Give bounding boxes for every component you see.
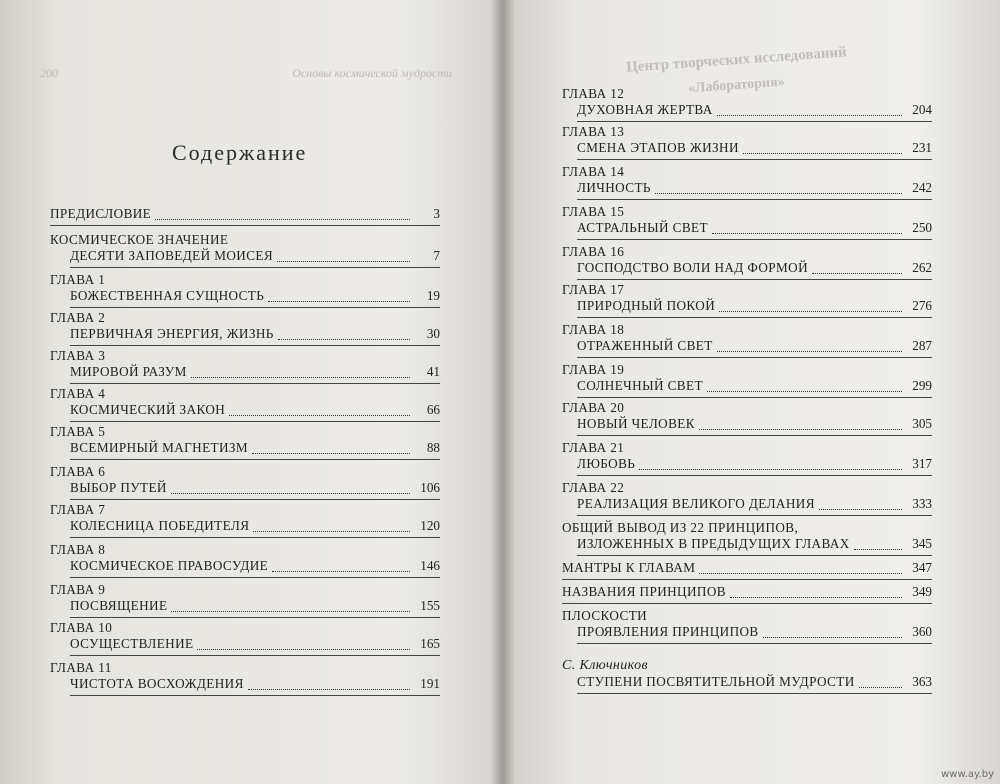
toc-underline	[577, 279, 932, 280]
toc-underline	[577, 397, 932, 398]
toc-title: СМЕНА ЭТАПОВ ЖИЗНИ	[577, 140, 739, 155]
toc-underline	[70, 383, 440, 384]
toc-chapter-label: ОБЩИЙ ВЫВОД ИЗ 22 ПРИНЦИПОВ,	[562, 520, 799, 535]
toc-leader-dots	[171, 611, 410, 612]
toc-leader-dots	[253, 531, 410, 532]
toc-leader-dots	[248, 689, 410, 690]
toc-title: ПРОЯВЛЕНИЯ ПРИНЦИПОВ	[577, 624, 759, 639]
toc-title: БОЖЕСТВЕННАЯ СУЩНОСТЬ	[70, 288, 265, 303]
toc-page-number: 262	[912, 260, 932, 275]
toc-page-number: 30	[426, 326, 440, 341]
toc-title: ДЕСЯТИ ЗАПОВЕДЕЙ МОИСЕЯ	[70, 248, 274, 263]
toc-title: ВЫБОР ПУТЕЙ	[70, 480, 167, 495]
toc-leader-dots	[699, 429, 902, 430]
toc-underline	[577, 475, 932, 476]
toc-underline	[70, 307, 440, 308]
toc-leader-dots	[272, 571, 410, 572]
toc-underline	[70, 459, 440, 460]
toc-chapter-label: ГЛАВА 4	[50, 386, 106, 401]
toc-chapter-label: ГЛАВА 6	[50, 464, 106, 479]
toc-underline	[70, 577, 440, 578]
toc-page-number: 191	[420, 676, 440, 691]
toc-title: КОСМИЧЕСКОЕ ПРАВОСУДИЕ	[70, 558, 269, 573]
toc-title: КОСМИЧЕСКИЙ ЗАКОН	[70, 402, 226, 417]
toc-chapter-label: ГЛАВА 2	[50, 310, 106, 325]
toc-title: ЛИЧНОСТЬ	[577, 180, 651, 195]
toc-leader-dots	[717, 115, 902, 116]
toc-page-number: 19	[426, 288, 440, 303]
watermark-text: www.ay.by	[941, 769, 994, 780]
toc-page-number: 276	[912, 298, 932, 313]
toc-chapter-label: ГЛАВА 21	[562, 440, 625, 455]
toc-chapter-label: ГЛАВА 10	[50, 620, 113, 635]
toc-underline	[577, 239, 932, 240]
toc-leader-dots	[763, 637, 902, 638]
toc-chapter-label: ГЛАВА 19	[562, 362, 625, 377]
toc-page-number: 287	[912, 338, 932, 353]
toc-leader-dots	[229, 415, 410, 416]
toc-page-number: 41	[426, 364, 440, 379]
toc-underline	[562, 579, 932, 580]
toc-underline	[562, 603, 932, 604]
toc-title: ОТРАЖЕННЫЙ СВЕТ	[577, 338, 713, 353]
toc-underline	[577, 435, 932, 436]
toc-page-number: 204	[912, 102, 932, 117]
toc-title: МИРОВОЙ РАЗУМ	[70, 364, 187, 379]
toc-chapter-label: ГЛАВА 5	[50, 424, 106, 439]
toc-page-number: 299	[912, 378, 932, 393]
running-head-title: Основы космической мудрости	[292, 66, 452, 80]
toc-page-number: 250	[912, 220, 932, 235]
toc-leader-dots	[854, 549, 902, 550]
toc-underline	[577, 515, 932, 516]
toc-leader-dots	[707, 391, 902, 392]
toc-chapter-label: ПЛОСКОСТИ	[562, 608, 648, 623]
toc-title: ПРИРОДНЫЙ ПОКОЙ	[577, 298, 716, 313]
toc-chapter-label: ГЛАВА 3	[50, 348, 106, 363]
toc-chapter-label: ГЛАВА 7	[50, 502, 106, 517]
toc-title: МАНТРЫ К ГЛАВАМ	[562, 560, 696, 575]
toc-underline	[50, 225, 440, 226]
toc-title: ПЕРВИЧНАЯ ЭНЕРГИЯ, ЖИЗНЬ	[70, 326, 274, 341]
toc-leader-dots	[699, 573, 902, 574]
toc-chapter-label: ГЛАВА 13	[562, 124, 625, 139]
toc-title: ИЗЛОЖЕННЫХ В ПРЕДЫДУЩИХ ГЛАВАХ	[577, 536, 850, 551]
toc-chapter-label: ГЛАВА 17	[562, 282, 625, 297]
toc-underline	[577, 555, 932, 556]
toc-page-number: 349	[912, 584, 932, 599]
toc-chapter-label: ГЛАВА 12	[562, 86, 625, 101]
toc-chapter-label: ГЛАВА 8	[50, 542, 106, 557]
toc-chapter-label: ГЛАВА 1	[50, 272, 106, 287]
toc-leader-dots	[730, 597, 902, 598]
toc-page-number: 155	[420, 598, 440, 613]
toc-page-number: 347	[912, 560, 932, 575]
toc-underline	[70, 695, 440, 696]
running-head-page-number: 200	[40, 66, 58, 80]
toc-chapter-label: ГЛАВА 15	[562, 204, 625, 219]
toc-underline	[577, 317, 932, 318]
toc-leader-dots	[717, 351, 902, 352]
toc-title: ГОСПОДСТВО ВОЛИ НАД ФОРМОЙ	[577, 260, 809, 275]
toc-leader-dots	[859, 687, 902, 688]
toc-page-number: 333	[912, 496, 932, 511]
toc-chapter-label: ГЛАВА 11	[50, 660, 112, 675]
toc-leader-dots	[743, 153, 902, 154]
toc-title: ДУХОВНАЯ ЖЕРТВА	[577, 102, 713, 117]
toc-title: ЧИСТОТА ВОСХОЖДЕНИЯ	[70, 676, 244, 691]
toc-page-number: 88	[426, 440, 440, 455]
toc-chapter-label: КОСМИЧЕСКОЕ ЗНАЧЕНИЕ	[50, 232, 229, 247]
right-page	[508, 0, 1000, 784]
toc-page-number: 360	[912, 624, 932, 639]
toc-underline	[577, 643, 932, 644]
toc-page-number: 363	[912, 674, 932, 689]
toc-underline	[70, 421, 440, 422]
bleed-through-subheading: «Лаборатория»	[687, 74, 786, 97]
toc-title: ПОСВЯЩЕНИЕ	[70, 598, 168, 613]
toc-title: КОЛЕСНИЦА ПОБЕДИТЕЛЯ	[70, 518, 250, 533]
toc-underline	[577, 159, 932, 160]
toc-leader-dots	[252, 453, 410, 454]
toc-chapter-label: ГЛАВА 16	[562, 244, 625, 259]
page-title: Содержание	[172, 140, 308, 165]
toc-underline	[70, 655, 440, 656]
toc-title: ПРЕДИСЛОВИЕ	[50, 206, 152, 221]
toc-page-number: 345	[912, 536, 932, 551]
toc-title: РЕАЛИЗАЦИЯ ВЕЛИКОГО ДЕЛАНИЯ	[577, 496, 815, 511]
toc-leader-dots	[819, 509, 902, 510]
toc-underline	[70, 345, 440, 346]
toc-chapter-label: ГЛАВА 14	[562, 164, 625, 179]
toc-underline	[70, 537, 440, 538]
toc-title: ЛЮБОВЬ	[577, 456, 636, 471]
toc-title: ВСЕМИРНЫЙ МАГНЕТИЗМ	[70, 440, 249, 455]
toc-page-number: 305	[912, 416, 932, 431]
toc-chapter-label: ГЛАВА 20	[562, 400, 625, 415]
toc-title: ОСУЩЕСТВЛЕНИЕ	[70, 636, 194, 651]
toc-leader-dots	[197, 649, 410, 650]
toc-leader-dots	[639, 469, 902, 470]
toc-chapter-label: ГЛАВА 22	[562, 480, 625, 495]
toc-leader-dots	[155, 219, 410, 220]
toc-page-number: 3	[433, 206, 440, 221]
toc-leader-dots	[655, 193, 902, 194]
toc-page-number: 7	[433, 248, 440, 263]
toc-page-number: 317	[912, 456, 932, 471]
toc-underline	[577, 693, 932, 694]
toc-chapter-label: ГЛАВА 18	[562, 322, 625, 337]
toc-underline	[577, 121, 932, 122]
toc-page-number: 146	[420, 558, 440, 573]
toc-leader-dots	[719, 311, 902, 312]
toc-title: НОВЫЙ ЧЕЛОВЕК	[577, 416, 695, 431]
toc-leader-dots	[171, 493, 410, 494]
toc-title: СТУПЕНИ ПОСВЯТИТЕЛЬНОЙ МУДРОСТИ	[577, 674, 855, 689]
toc-leader-dots	[277, 261, 410, 262]
toc-title: НАЗВАНИЯ ПРИНЦИПОВ	[562, 584, 726, 599]
toc-underline	[70, 267, 440, 268]
toc-title: СОЛНЕЧНЫЙ СВЕТ	[577, 378, 703, 393]
toc-leader-dots	[268, 301, 410, 302]
toc-leader-dots	[191, 377, 410, 378]
toc-author: С. Ключников	[562, 658, 648, 673]
toc-underline	[577, 199, 932, 200]
toc-leader-dots	[812, 273, 902, 274]
toc-page-number: 66	[426, 402, 440, 417]
toc-underline	[577, 357, 932, 358]
toc-title: АСТРАЛЬНЫЙ СВЕТ	[577, 220, 708, 235]
toc-page-number: 231	[912, 140, 932, 155]
toc-leader-dots	[278, 339, 410, 340]
toc-page-number: 106	[420, 480, 440, 495]
toc-leader-dots	[712, 233, 902, 234]
bleed-through-heading: Центр творческих исследований	[625, 44, 848, 76]
toc-page-number: 242	[912, 180, 932, 195]
toc-page-number: 165	[420, 636, 440, 651]
toc-underline	[70, 617, 440, 618]
toc-page-number: 120	[420, 518, 440, 533]
toc-underline	[70, 499, 440, 500]
toc-chapter-label: ГЛАВА 9	[50, 582, 106, 597]
